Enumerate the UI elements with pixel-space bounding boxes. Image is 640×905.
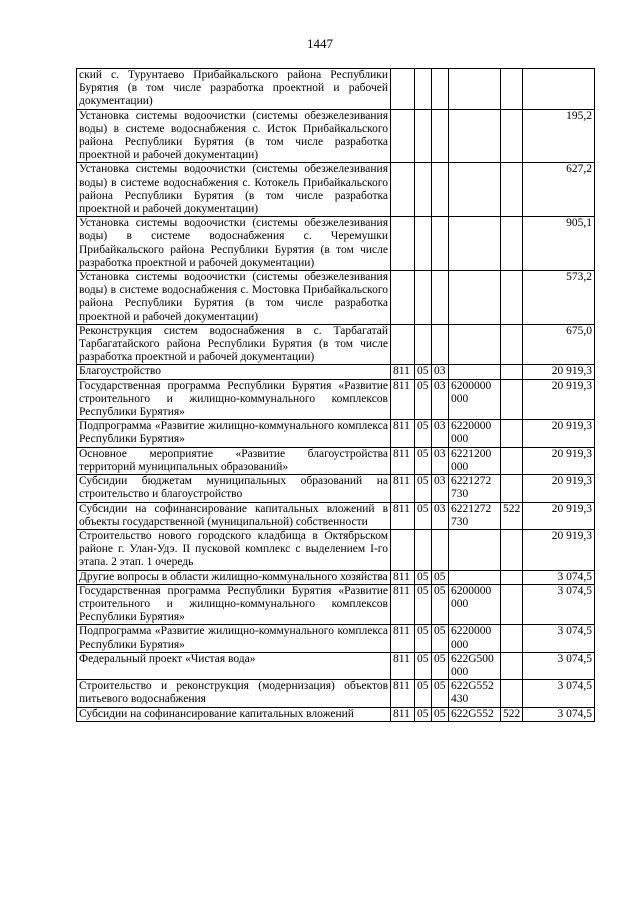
table-row [77,502,595,529]
section-code-cell [415,324,432,365]
section-code-cell [415,529,432,570]
expense-name-cell: Основное мероприятие «Развитие благоустройства территорий муниципальных образований» [77,447,391,474]
section-code-cell [415,217,432,271]
amount-cell [523,69,595,110]
target-item-cell [449,109,501,163]
table-row [77,447,595,474]
target-item-cell: 6221200 000 [449,447,501,474]
expense-type-cell [501,217,523,271]
subsection-code-cell [432,271,449,325]
ministry-code-cell [391,69,415,110]
ministry-code-cell: 811 [391,680,415,707]
expense-type-cell [501,680,523,707]
table-row [77,625,595,652]
table-row [77,680,595,707]
section-code-cell [415,163,432,217]
ministry-code-cell: 811 [391,502,415,529]
expense-type-cell: 522 [501,707,523,721]
ministry-code-cell [391,529,415,570]
subsection-code-cell: 05 [432,625,449,652]
amount-cell: 20 919,3 [523,365,595,379]
expense-name-cell: Установка системы водоочистки (системы обезжелезивания воды) в системе водоснабжения с. Мостовка Прибайкальского района Республики Бурятия (в том числе разработка проектной и рабочей документации) [77,271,391,325]
expense-name-cell: Федеральный проект «Чистая вода» [77,652,391,679]
expense-type-cell [501,570,523,584]
target-item-cell [449,529,501,570]
target-item-cell [449,163,501,217]
table-row [77,420,595,447]
subsection-code-cell: 05 [432,570,449,584]
expense-name-cell: Субсидии на софинансирование капитальных вложений в объекты государственной (муниципальной) собственности [77,502,391,529]
expense-name-cell: Подпрограмма «Развитие жилищно-коммунального комплекса Республики Бурятия» [77,625,391,652]
table-row [77,652,595,679]
target-item-cell: 622G552 [449,707,501,721]
subsection-code-cell [432,109,449,163]
target-item-cell: 6220000 000 [449,420,501,447]
target-item-cell: 6200000 000 [449,584,501,625]
amount-cell: 573,2 [523,271,595,325]
subsection-code-cell [432,163,449,217]
subsection-code-cell: 05 [432,652,449,679]
expense-name-cell: ский с. Турунтаево Прибайкальского района Республики Бурятия (в том числе разработка проектной и рабочей документации) [77,69,391,110]
ministry-code-cell [391,109,415,163]
expense-name-cell: Строительство нового городского кладбища в Октябрьском районе г. Улан-Удэ. II пусковой комплекс с выделением I-го этапа. 2 этап. 1 очередь [77,529,391,570]
ministry-code-cell: 811 [391,584,415,625]
expense-name-cell: Строительство и реконструкция (модернизация) объектов питьевого водоснабжения [77,680,391,707]
section-code-cell: 05 [415,625,432,652]
amount-cell: 3 074,5 [523,680,595,707]
table-row [77,379,595,420]
expense-name-cell: Благоустройство [77,365,391,379]
table-row [77,271,595,325]
amount-cell: 3 074,5 [523,707,595,721]
target-item-cell [449,69,501,110]
section-code-cell: 05 [415,475,432,502]
expense-type-cell [501,69,523,110]
expense-type-cell [501,379,523,420]
expense-type-cell [501,271,523,325]
section-code-cell: 05 [415,707,432,721]
subsection-code-cell: 03 [432,502,449,529]
expense-name-cell: Установка системы водоочистки (системы обезжелезивания воды) в системе водоснабжения с. Исток Прибайкальского района Республики Бурятия (в том числе разработка проектной и рабочей документации) [77,109,391,163]
subsection-code-cell: 03 [432,447,449,474]
expense-name-cell: Установка системы водоочистки (системы обезжелезивания воды) в системе водоснабжения с. Черемушки Прибайкальского района Республики Бурятия (в том числе разработка проектной и рабочей документации) [77,217,391,271]
ministry-code-cell: 811 [391,625,415,652]
expense-name-cell: Реконструкция систем водоснабжения в с. Тарбагатай Тарбагатайского района Республики Бурятия (в том числе разработка проектной и рабочей документации) [77,324,391,365]
table-row [77,217,595,271]
subsection-code-cell [432,69,449,110]
target-item-cell: 6221272 730 [449,475,501,502]
ministry-code-cell [391,324,415,365]
ministry-code-cell: 811 [391,365,415,379]
page-number: 1447 [307,36,333,51]
table-row [77,324,595,365]
table-row [77,529,595,570]
amount-cell: 627,2 [523,163,595,217]
ministry-code-cell: 811 [391,379,415,420]
target-item-cell: 6200000 000 [449,379,501,420]
amount-cell: 20 919,3 [523,502,595,529]
table-row [77,109,595,163]
table-body [77,69,595,722]
table-row [77,707,595,721]
ministry-code-cell [391,271,415,325]
table-row [77,584,595,625]
expense-name-cell: Установка системы водоочистки (системы обезжелезивания воды) в системе водоснабжения с. Котокель Прибайкальского района Республики Бурятия (в том числе разработка проектной и рабочей документации) [77,163,391,217]
expense-type-cell [501,109,523,163]
amount-cell: 20 919,3 [523,420,595,447]
amount-cell: 20 919,3 [523,379,595,420]
section-code-cell: 05 [415,379,432,420]
target-item-cell [449,365,501,379]
expense-name-cell: Подпрограмма «Развитие жилищно-коммунального комплекса Республики Бурятия» [77,420,391,447]
section-code-cell: 05 [415,502,432,529]
expense-type-cell [501,475,523,502]
expense-name-cell: Субсидии бюджетам муниципальных образований на строительство и благоустройство [77,475,391,502]
target-item-cell [449,217,501,271]
section-code-cell [415,271,432,325]
section-code-cell: 05 [415,584,432,625]
table-row [77,475,595,502]
subsection-code-cell: 03 [432,379,449,420]
target-item-cell: 6220000 000 [449,625,501,652]
target-item-cell: 622G552 430 [449,680,501,707]
subsection-code-cell: 03 [432,475,449,502]
target-item-cell: 6221272 730 [449,502,501,529]
ministry-code-cell [391,217,415,271]
section-code-cell: 05 [415,680,432,707]
expense-type-cell: 522 [501,502,523,529]
subsection-code-cell: 05 [432,584,449,625]
expense-type-cell [501,529,523,570]
subsection-code-cell [432,217,449,271]
section-code-cell: 05 [415,420,432,447]
subsection-code-cell: 05 [432,680,449,707]
budget-table [76,68,595,722]
section-code-cell: 05 [415,652,432,679]
section-code-cell [415,109,432,163]
expense-name-cell: Государственная программа Республики Бурятия «Развитие строительного и жилищно-коммунального комплексов Республики Бурятия» [77,379,391,420]
amount-cell: 3 074,5 [523,625,595,652]
ministry-code-cell: 811 [391,420,415,447]
amount-cell: 3 074,5 [523,570,595,584]
expense-type-cell [501,625,523,652]
amount-cell: 20 919,3 [523,475,595,502]
expense-type-cell [501,652,523,679]
amount-cell: 20 919,3 [523,529,595,570]
amount-cell: 905,1 [523,217,595,271]
subsection-code-cell: 03 [432,420,449,447]
table-row [77,365,595,379]
table-row [77,570,595,584]
ministry-code-cell: 811 [391,652,415,679]
table-row [77,163,595,217]
expense-name-cell: Государственная программа Республики Бурятия «Развитие строительного и жилищно-коммунального комплексов Республики Бурятия» [77,584,391,625]
amount-cell: 20 919,3 [523,447,595,474]
ministry-code-cell [391,163,415,217]
table-row [77,69,595,110]
target-item-cell: 622G500 000 [449,652,501,679]
section-code-cell: 05 [415,365,432,379]
target-item-cell [449,324,501,365]
subsection-code-cell [432,324,449,365]
subsection-code-cell: 05 [432,707,449,721]
amount-cell: 675,0 [523,324,595,365]
subsection-code-cell [432,529,449,570]
ministry-code-cell: 811 [391,707,415,721]
expense-type-cell [501,420,523,447]
expense-name-cell: Другие вопросы в области жилищно-коммунального хозяйства [77,570,391,584]
ministry-code-cell: 811 [391,475,415,502]
amount-cell: 3 074,5 [523,584,595,625]
expense-type-cell [501,447,523,474]
expense-type-cell [501,365,523,379]
expense-type-cell [501,324,523,365]
section-code-cell: 05 [415,570,432,584]
expense-name-cell: Субсидии на софинансирование капитальных вложений [77,707,391,721]
subsection-code-cell: 03 [432,365,449,379]
amount-cell: 3 074,5 [523,652,595,679]
expense-type-cell [501,584,523,625]
amount-cell: 195,2 [523,109,595,163]
section-code-cell [415,69,432,110]
ministry-code-cell: 811 [391,570,415,584]
target-item-cell [449,570,501,584]
expense-type-cell [501,163,523,217]
ministry-code-cell: 811 [391,447,415,474]
target-item-cell [449,271,501,325]
section-code-cell: 05 [415,447,432,474]
